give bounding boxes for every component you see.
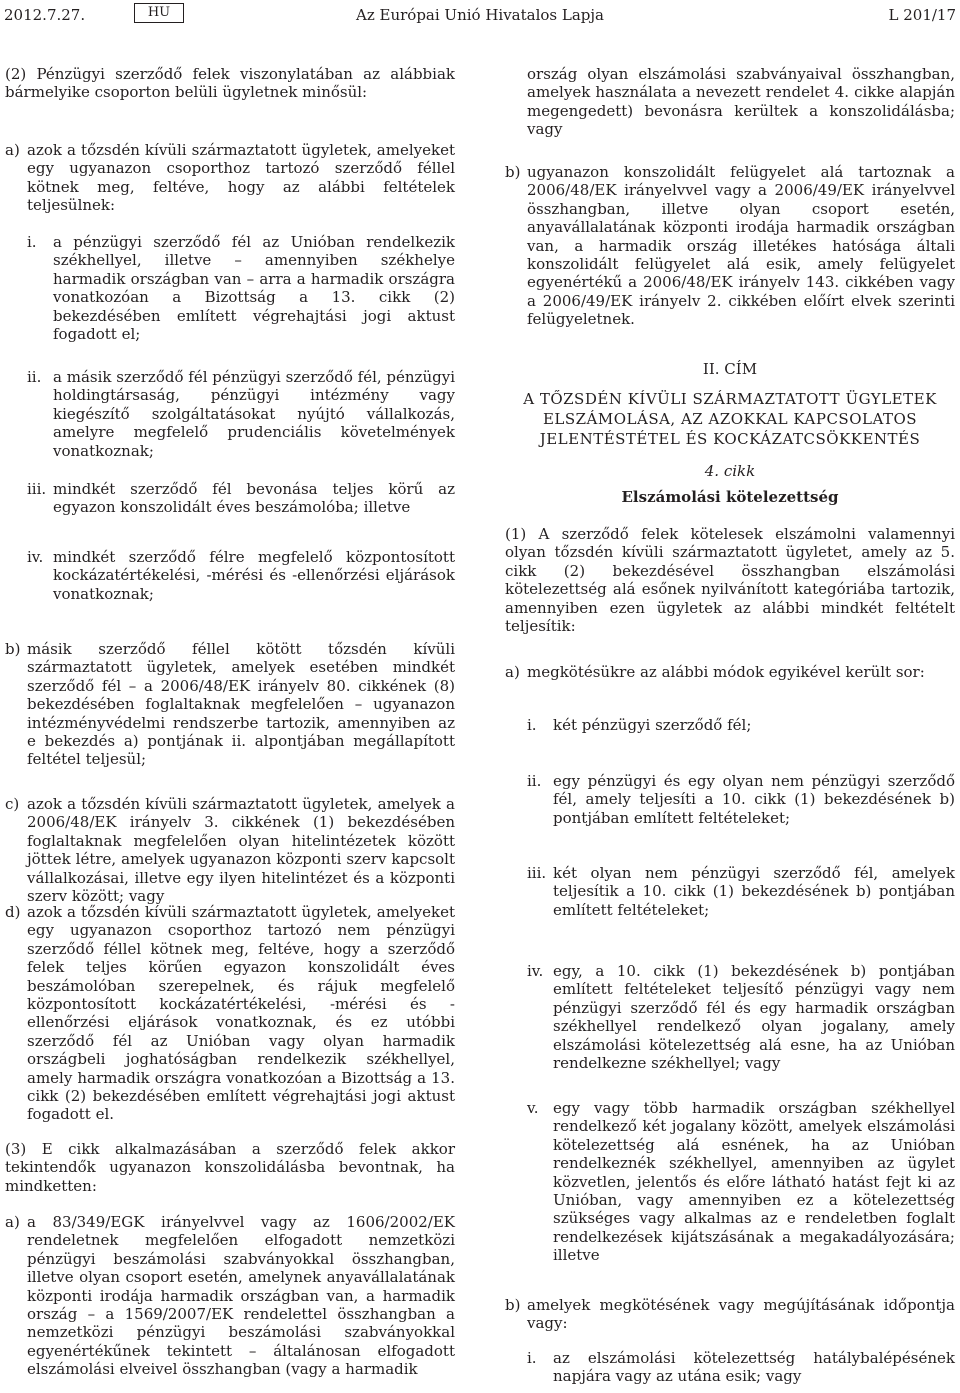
art-subpoint-ii [527, 772, 955, 827]
point-a-3 [5, 1213, 455, 1379]
point-label: c) [5, 795, 20, 813]
paragraph-text: (1) A szerződő felek kötelesek elszámolni valamennyi olyan tőzsdén kívüli származtatott ügyletet, amely az 5. cikk (2) bekezdésével összhangban elszámolási kötelezettség alá esőnek nyilvánított kategóriába tartozik, amennyiben ezen ügyletek az alábbi mindkét feltételt teljesítik: [505, 525, 955, 636]
subpoint-i [27, 233, 455, 343]
art-point-a [505, 663, 955, 681]
point-label: a) [505, 663, 520, 681]
article-paragraph-1 [505, 525, 955, 635]
continuation-text [527, 65, 955, 139]
subpoint-text: egy vagy több harmadik országban székhellyel rendelkező két jogalany között, amelyek elszámolási kötelezettség alá esnének, ha az Unióban rendelkeznék székhellyel, amennyiben az ügylet közvetlen, jelentős és előre látható hatást fejt ki az Unióban, vagy amennyiben ez a kötelezettség szükséges vagy alkalmas az e rendeletben foglalt rendelkezések kijátszásának a megakadályozására; illetve [553, 1099, 955, 1265]
title-line-1: A TŐZSDÉN KÍVÜLI SZÁRMAZTATOTT ÜGYLETEK [523, 390, 937, 408]
point-text: azok a tőzsdén kívüli származtatott ügyletek, amelyek a 2006/48/EK irányelv 3. cikkének (1) bekezdésében foglaltaknak megfelelően olyan hitelintézetek között jöttek létre, amelyek ugyanazon központi szerv kapcsolt vállalkozásai, illetve egy ilyen hitelintézet és a központi szerv között; vagy [27, 795, 455, 906]
publication-date: 2012.7.27. [4, 6, 86, 24]
subpoint-iv [27, 548, 455, 603]
subpoint-text: a másik szerződő fél pénzügyi szerződő fél, pénzügyi holdingtársaság, pénzügyi intézmény vagy kiegészítő szolgáltatásokat nyújtó vállalkozás, amelyre megfelelő prudenciális követelmények vonatkoznak; [53, 368, 455, 460]
subpoint-text: két olyan nem pénzügyi szerződő fél, amelyek teljesítik a 10. cikk (1) bekezdésének b) pontjában említett feltételeket; [553, 864, 955, 919]
point-b [5, 640, 455, 769]
subpoint-text: egy, a 10. cikk (1) bekezdésének b) pontjában említett feltételeket teljesítő pénzügyi vagy nem pénzügyi szerződő fél és egy harmadik országban székhellyel rendelkező olyan jogalany, amely elszámolási kötelezettség alá esne, ha az Unióban rendelkezne székhellyel; vagy [553, 962, 955, 1073]
subpoint-label: i. [27, 233, 37, 251]
paragraph-text: (2) Pénzügyi szerződő felek viszonylatában az alábbiak bármelyike csoporton belüli ügyletnek minősül: [5, 65, 455, 102]
title-heading [505, 359, 955, 449]
page-reference: L 201/17 [888, 6, 956, 24]
point-text: amelyek megkötésének vagy megújításának időpontja vagy: [527, 1296, 955, 1333]
point-b-3 [505, 163, 955, 329]
point-label: b) [505, 1296, 521, 1314]
point-text: a 83/349/EGK irányelvvel vagy az 1606/2002/EK rendeletnek megfelelően elfogadott nemzetközi pénzügyi beszámolási szabványokkal összhangban, illetve olyan csoport esetén, amelynek anyavállalatának központi irodája harmadik országban van, a harmadik ország – a 1569/2007/EK rendelettel összhangban a nemzetközi pénzügyi beszámolási szabványokkal egyenértékűnek tekintett – általánosan elfogadott elszámolási elveivel összhangban (vagy a harmadik [27, 1213, 455, 1379]
subpoint-label: iii. [527, 864, 547, 882]
title-number: II. CÍM [702, 360, 758, 378]
article-title: Elszámolási kötelezettség [621, 488, 839, 506]
point-text: azok a tőzsdén kívüli származtatott ügyletek, amelyeket egy ugyanazon csoporthoz tartozó nem pénzügyi szerződő féllel kötnek meg, feltéve, hogy a szerződő felek teljes körűen egyazon konszolidált éves beszámolóban szerepelnek, és rájuk megfelelő központosított kockázatértékelési, -mérési és -ellenőrzési eljárások vonatkoznak, és ez utóbbi szerződő fél az Unióban vagy olyan harmadik országbeli joghatóságban rendelkezik székhellyel, amely harmadik országra vonatkozóan a Bizottság a 13. cikk (2) bekezdésében említett végrehajtási jogi aktust fogadott el. [27, 903, 455, 1124]
article-heading [505, 461, 955, 507]
subpoint-label: ii. [27, 368, 42, 386]
subpoint-text: mindkét szerződő félre megfelelő központosított kockázatértékelési, -mérési és -ellenőrzési eljárások vonatkoznak; [53, 548, 455, 603]
art-subpoint-iv [527, 962, 955, 1072]
paragraph-text: ország olyan elszámolási szabványaival összhangban, amelyek használata a nevezett rendelet 4. cikke alapján megengedett) bevonásra kerültek a konszolidálásba; vagy [527, 65, 955, 139]
art-point-b [505, 1296, 955, 1333]
point-label: d) [5, 903, 21, 921]
point-label: a) [5, 141, 20, 159]
point-c [5, 795, 455, 905]
subpoint-label: ii. [527, 772, 542, 790]
point-a [5, 141, 455, 215]
paragraph-text: (3) E cikk alkalmazásában a szerződő felek akkor tekintendők ugyanazon konszolidálásba bevontnak, ha mindketten: [5, 1140, 455, 1195]
subpoint-text: mindkét szerződő fél bevonása teljes körű az egyazon konszolidált éves beszámolóba; illetve [53, 480, 455, 517]
point-label: b) [5, 640, 21, 658]
subpoint-label: i. [527, 716, 537, 734]
subpoint-text: két pénzügyi szerződő fél; [553, 716, 752, 734]
art-subpoint-v [527, 1099, 955, 1265]
art-subpoint-i [527, 716, 955, 734]
title-line-3: JELENTÉSTÉTEL ÉS KOCKÁZATCSÖKKENTÉS [539, 430, 921, 448]
article-number: 4. cikk [704, 462, 756, 480]
subpoint-iii [27, 480, 455, 517]
language-badge: HU [134, 3, 184, 23]
paragraph-2-intro [5, 65, 455, 102]
subpoint-label: v. [527, 1099, 539, 1117]
subpoint-text: az elszámolási kötelezettség hatálybalépésének napjára vagy az utána esik; vagy [553, 1349, 955, 1386]
point-text: megkötésükre az alábbi módok egyikével került sor: [527, 663, 925, 681]
point-text: azok a tőzsdén kívüli származtatott ügyletek, amelyeket egy ugyanazon csoporthoz tartozó szerződő féllel kötnek meg, feltéve, hogy az alábbi feltételek teljesülnek: [27, 141, 455, 215]
point-label: b) [505, 163, 521, 181]
page-header [0, 0, 960, 30]
paragraph-3-intro [5, 1140, 455, 1195]
art-subpoint-iii [527, 864, 955, 919]
point-label: a) [5, 1213, 20, 1231]
point-d [5, 903, 455, 1124]
subpoint-text: egy pénzügyi és egy olyan nem pénzügyi szerződő fél, amely teljesíti a 10. cikk (1) bekezdésének b) pontjában említett feltételeket; [553, 772, 955, 827]
point-text: másik szerződő féllel kötött tőzsdén kívüli származtatott ügyletek, amelyek esetében mindkét szerződő fél – a 2006/48/EK irányelv 80. cikkének (8) bekezdésében foglaltaknak megfelelően – ugyanazon intézményvédelmi rendszerbe tartozik, amennyiben az e bekezdés a) pontjának ii. alpontjában megállapított feltétel teljesül; [27, 640, 455, 769]
subpoint-label: i. [527, 1349, 537, 1367]
art-b-subpoint-i [527, 1349, 955, 1386]
subpoint-label: iii. [27, 480, 47, 498]
subpoint-label: iv. [527, 962, 544, 980]
point-text: ugyanazon konszolidált felügyelet alá tartoznak a 2006/48/EK irányelvvel vagy a 2006/49/EK irányelvvel összhangban, illetve olyan csoport esetén, anyavállalatának központi irodája harmadik országban van, a harmadik ország illetékes hatósága általi konszolidált felügyelet alá esik, amely felügyelet egyenértékű a 2006/48/EK irányelv 143. cikkében vagy a 2006/49/EK irányelv 2. cikkében előírt elvek szerinti felügyeletnek. [527, 163, 955, 329]
subpoint-label: iv. [27, 548, 44, 566]
journal-title: Az Európai Unió Hivatalos Lapja [356, 6, 604, 24]
subpoint-ii [27, 368, 455, 460]
title-line-2: ELSZÁMOLÁSA, AZ AZOKKAL KAPCSOLATOS [542, 410, 918, 428]
subpoint-text: a pénzügyi szerződő fél az Unióban rendelkezik székhellyel, illetve – amennyiben székhelye harmadik országban van – arra a harmadik országra vonatkozóan a Bizottság a 13. cikk (2) bekezdésében említett végrehajtási jogi aktust fogadott el; [53, 233, 455, 344]
